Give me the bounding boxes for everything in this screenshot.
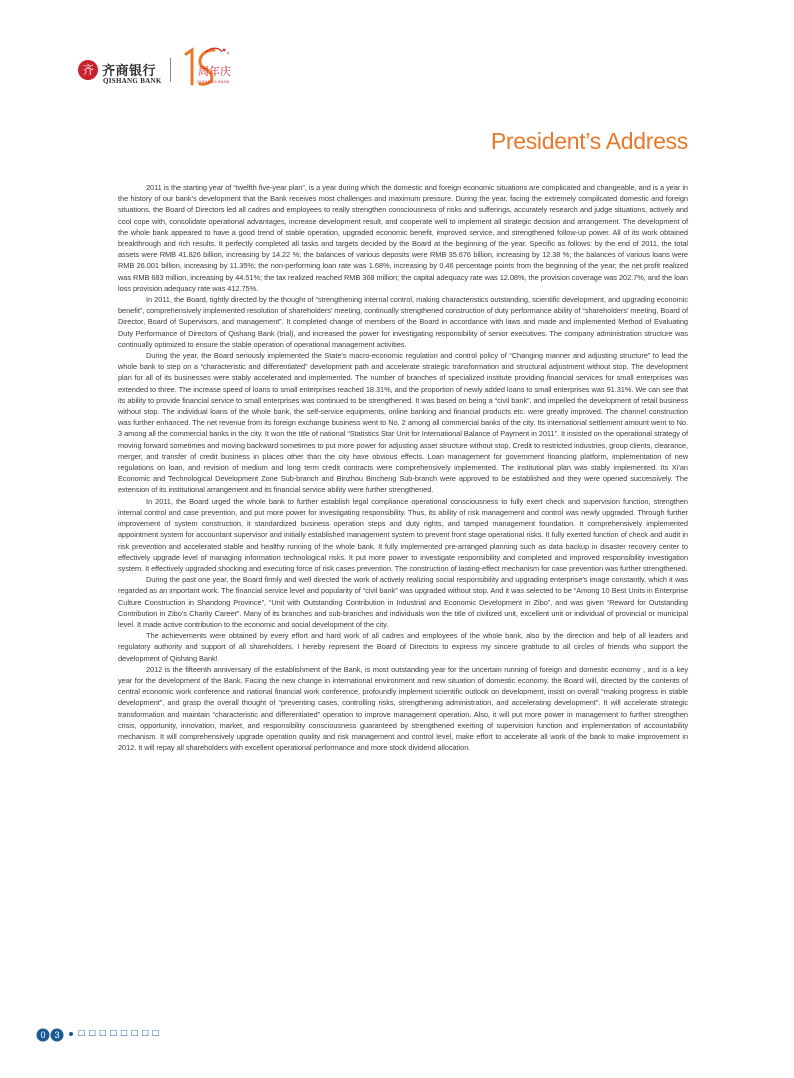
anniversary-sub-label: QISHANG BANK xyxy=(197,79,230,84)
address-body xyxy=(118,182,688,753)
page-number-digit-1: 0 xyxy=(40,1030,46,1040)
page-footer xyxy=(36,1028,236,1042)
paragraph: In 2011, the Board urged the whole bank to further establish legal compliance operational consciousness to fully exert check and supervision function, strengthen internal control and case prevention, and put more power for investigating responsibility. Thus, its ability of risk management and control was newly upgraded. Through further improvement of system construction, it standardized business operation steps and duty rights, and tamped management foundation. It comprehensively implemented appointment system for accountant supervisor and initially established management system to prevent front stage operational risks. It fully exerted function of check and audit in risk prevention and accelerated stable and healthy running of the whole bank. It fully implemented pre-arranged planning such as data backup in disaster recovery center to effectively upgrade level of managing information technological risks. It put more power to investigate responsibility and completed and improved responsibility investigation system. It effectively upgraded shocking and executing force of risk cases prevention. The construction of lasting-effect mechanism for case prevention was further strengthened. xyxy=(118,496,688,573)
bank-logo-icon: 齐 xyxy=(78,60,98,80)
page-number-badge-icon xyxy=(36,1028,66,1042)
paragraph: 2012 is the fifteenth anniversary of the establishment of the Bank, is most outstanding year for the uncertain running of foreign and domestic economy , and is a key year for the development of the Bank. Facing the new change in international environment and new situation of domestic economy, the Board will, directed by the contents of central economic work conference and national financial work conference, profoundly implement scientific outlook on development, insist on overall “making progress in stable development”, and grasp the overall thought of “preventing cases, controlling risks, strengthening administration, and accelerating development”. It will accelerate strategic transformation and maintain “characteristic and differentiated” operation to improve management operation. Also, it will put more power in management to further strengthen crisis, opportunity, innovation, market, and responsibility consciousness guaranteed by strengthened exerting of supervision function and implementation of accountability mechanism. It will comprehensively upgrade operation quality and risk management and control level, make effort to accelerate all work of the bank to make improvement in 2012. It will repay all shareholders with excellent operational performance and more stock dividend allocation. xyxy=(118,664,688,753)
page-number-digit-2: 3 xyxy=(54,1030,60,1040)
bank-name-cn: 齐商银行 xyxy=(102,64,157,79)
paragraph: 2011 is the starting year of “twelfth five-year plan”, is a year during which the domestic and foreign economic situations are complicated and changeable, and is a year in the history of our bank’s development that the Bank receives most challenges and maximum pressure. During the year, facing the extremely complicated domestic and foreign situations, the Board of Directors led all cadres and employees to really strengthen consciousness of risks and sufferings, accurately research and judge situations, actively and cool cope with, consolidate operational advantages, increase development result, and cooperate well to implement all strategic decision and arrangement. The development of the whole bank appeared to have a good trend of stable operation, upgraded economic benefit, improved service, and strengthened follow-up power. All of its work obtained breakthrough and rich results. It perfectly completed all tasks and targets decided by the Board at the beginning of the year. Specific as follows: by the end of 2011, the total assets were RMB 41.826 billion, increasing by 14.22 %; the balances of various deposits were RMB 35.676 billion, increasing by 12.38 %; the balances of various loans were RMB 26.001 billion, increasing by 11.35%; the non-performing loan rate was 1.68%, increasing by 0.46 percentage points from the beginning of the year; the net profit realized was RMB 683 million, increasing by 44.51%; the tax realized reached RMB 368 million; the capital adequacy rate was 12.08%, the provision coverage was 202.7%, and the loan loss provision adequacy rate was 412.75%. xyxy=(118,183,688,293)
paragraph: The achievements were obtained by every effort and hard work of all cadres and employees of the whole bank, also by the direction and help of all leaders and regulatory authority and support of all shareholders. I hereby represent the Board of Directors to express my sincere gratitude to all circles of friends who support the development of Qishang Bank! xyxy=(118,631,688,663)
paragraph: During the year, the Board seriously implemented the State’s macro-economic regulation and control policy of “Changing manner and adjusting structure” to lead the whole bank to step on a “characteristic and differentiated” development path and accelerate strategic transformation and structural adjustment without stop. The development plan for all of its businesses were stably accelerated and implemented. The number of branches of specialized institute providing financial services for small enterprises was extended to three. The increase speed of loans to small enterprises reached 18.31%, and the proportion of newly added loans to small enterprises was 91.31%. We can see that its ability to provide financial service to small enterprises was continued to be strengthened. It was based on being a “civil bank”, and impelled the development of retail business without stop. The individual loans of the whole bank, the self-service equipments, online banking and financial products etc. were greatly improved. The channel construction was further enhanced. The net revenue from its foreign exchange business went to No. 2 among all commercial banks of the city. Its international settlement amount went to No. 3 among all the commercial banks in the city. It won the title of national “Statistics Star Unit for International Balance of Payment in 2011”. It insisted on the operational strategy of moving forward sometimes and moving backward sometimes to put more power for adjusting asset structure without stop. Credit to restricted industries, group clients, clearance, merger, and transfer of credit business in places other than the city have obvious effects. Loan management for government financing platform, implementation of new regulations on loan, and revision of medium and long term credit contracts were comprehensively implemented. The institutional plan was stably implemented. Its Xi’an Economic and Technological Development Zone Sub-branch and Binzhou Bincheng Sub-branch were approved to be established and they were opened successively. The extension of its institutional arrangement and its financial service ability were further strengthened. xyxy=(118,351,688,495)
footer-section-label: □□□□□□□□ xyxy=(78,1028,163,1037)
bank-name-en: QISHANG BANK xyxy=(103,77,162,85)
paragraph: During the past one year, the Board firmly and well directed the work of actively realizing social responsibility and upgrading enterprise’s image constantly, which it was regarded as an important work. The financial service level and popularity of “civil bank” was upgraded without stop. And it was selected to be “Among 10 Best Units in Enterprise Culture Construction in Shandong Province”, “Unit with Outstanding Contribution in Industrial and Economic Development in Zibo”, and was given “Reward for Outstanding Contribution in Zibo’s Charity Career”. Many of its branches and sub-branches and individuals won the title of civilized unit, excellent unit or individual of provincial or municipal level. It made active contribution to the economic and social development of the city. xyxy=(118,575,688,629)
anniversary-label: 周年庆 xyxy=(198,65,231,78)
paragraph: In 2011, the Board, tightly directed by the thought of “strengthening internal control, making characteristics outstanding, scientific development, and upgrading economic benefit”, comprehensively implemented resolution of shareholders’ meeting, continually strengthened construction of duty performance ability of “shareholders’ meeting, Board of Director, Board of Supervisors, and management”. It completed change of members of the Board in accordance with laws and made and implemented Method of Evaluating Duty Performance of Directors of Qishang Bank (trial), and increased the power for investigating responsibility of senior executives. The company administration structure was continually optimized to ensure the stable operation of operational management activities. xyxy=(118,295,688,349)
page-title: President’s Address xyxy=(490,128,688,154)
header-divider xyxy=(170,58,171,82)
footer-dot xyxy=(69,1032,73,1036)
page-header xyxy=(78,44,318,90)
